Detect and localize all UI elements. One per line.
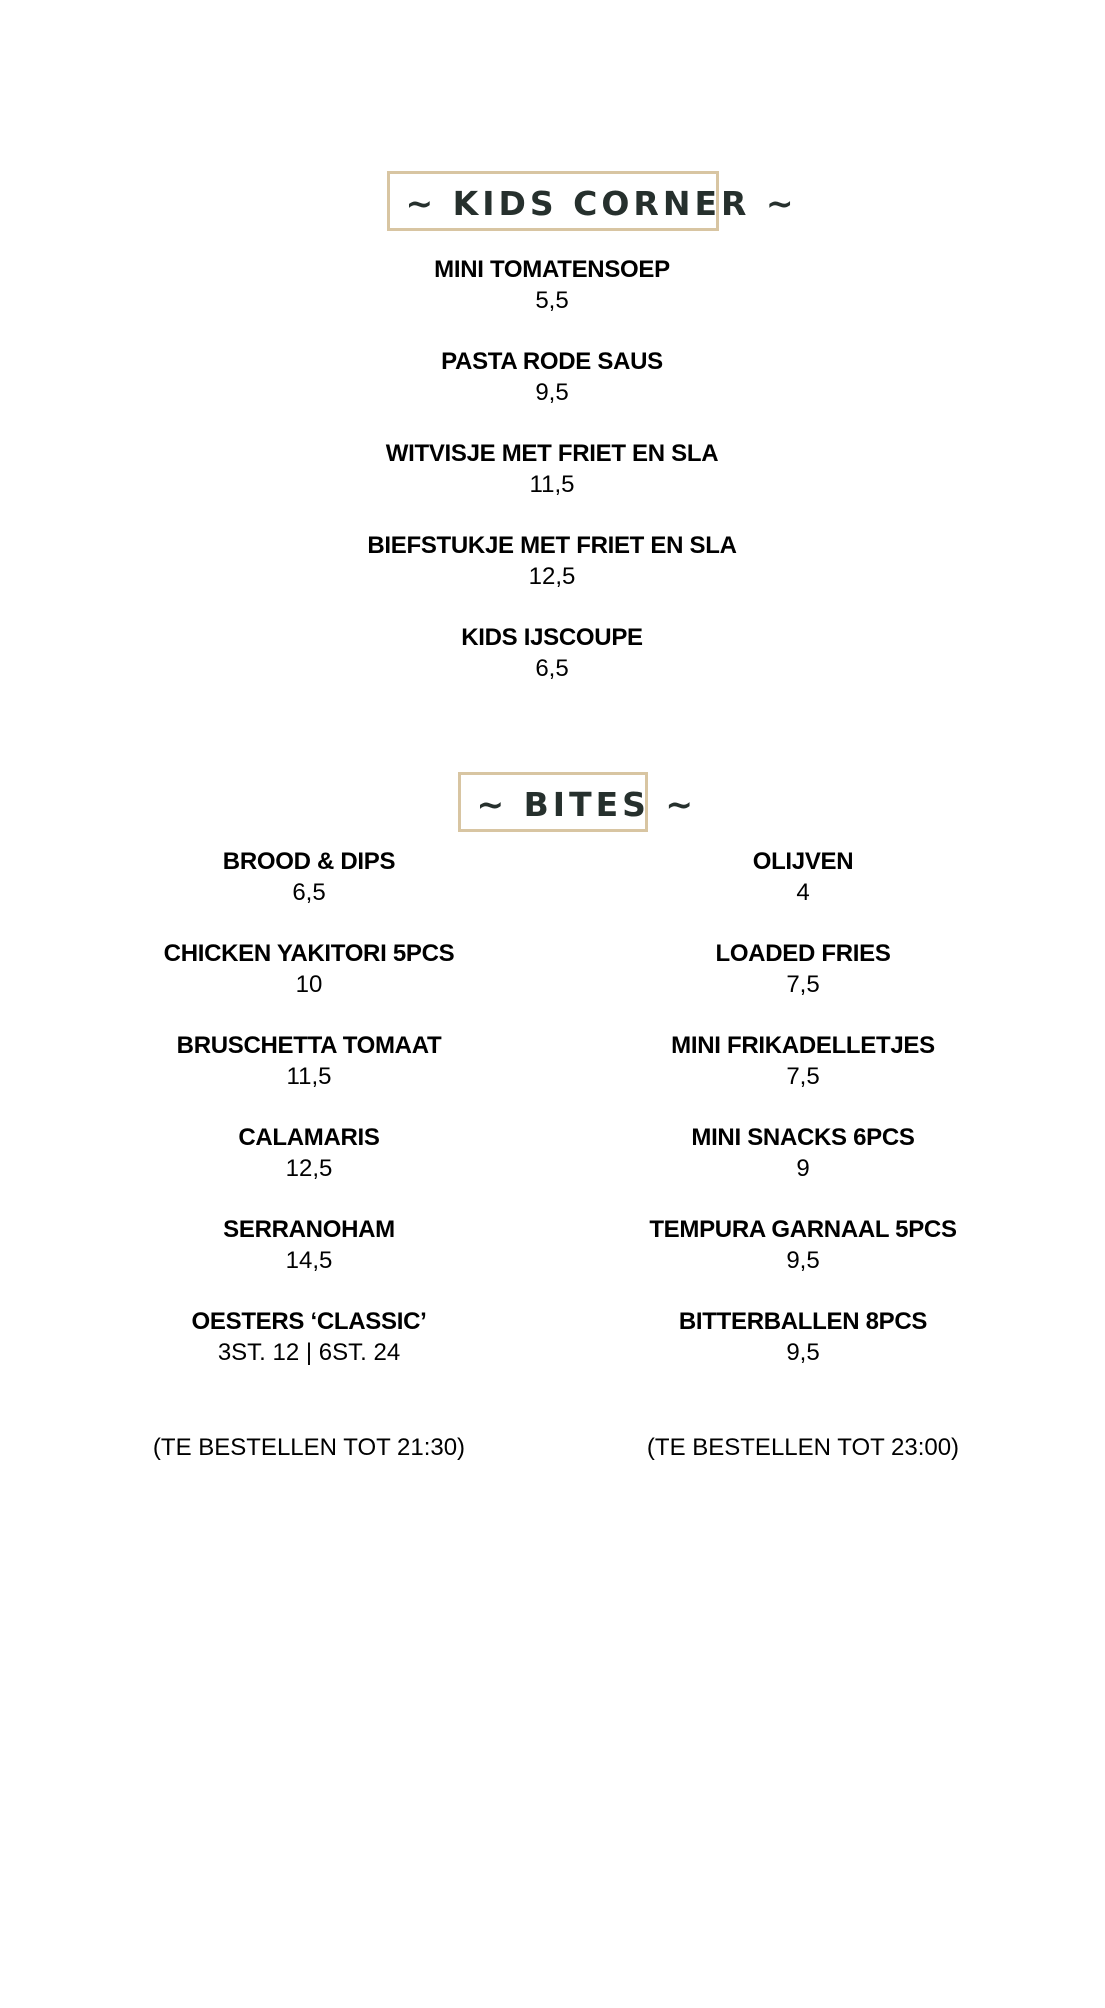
menu-item (563, 1030, 1043, 1092)
menu-item (312, 254, 792, 316)
menu-item (69, 1214, 549, 1276)
bites-title: ~ BITES ~ (458, 772, 648, 832)
menu-item-name: BROOD & DIPS (222, 848, 396, 875)
menu-item-price: 14,5 (285, 1247, 333, 1274)
menu-item (312, 622, 792, 684)
menu-item-price: 9,5 (786, 1339, 820, 1366)
menu-item (563, 1122, 1043, 1184)
menu-item-name: MINI SNACKS 6PCS (691, 1124, 915, 1151)
menu-item-name: BITTERBALLEN 8PCS (678, 1308, 928, 1335)
menu-item-name: KIDS IJSCOUPE (461, 624, 643, 651)
menu-item-name: BIEFSTUKJE MET FRIET EN SLA (367, 532, 737, 559)
menu-item-name: SERRANOHAM (223, 1216, 395, 1243)
menu-item-price: 12,5 (285, 1155, 333, 1182)
menu-item-price: 9,5 (535, 379, 569, 406)
menu-item-price: 10 (295, 971, 323, 998)
menu-item-name: LOADED FRIES (715, 940, 891, 967)
menu-item (69, 938, 549, 1000)
menu-item-price: 9 (796, 1155, 810, 1182)
menu-item-price: 4 (796, 879, 810, 906)
menu-item-name: MINI FRIKADELLETJES (671, 1032, 935, 1059)
menu-item-price: 12,5 (528, 563, 576, 590)
menu-item (69, 1122, 549, 1184)
menu-item-price: 7,5 (786, 1063, 820, 1090)
menu-item (312, 530, 792, 592)
menu-item-price: 3ST. 12 | 6ST. 24 (217, 1339, 401, 1366)
menu-item (563, 938, 1043, 1000)
menu-item-name: MINI TOMATENSOEP (434, 256, 670, 283)
menu-item (312, 346, 792, 408)
menu-item (69, 846, 549, 908)
menu-item-price: 6,5 (535, 655, 569, 682)
menu-item (563, 1214, 1043, 1276)
menu-item-price: 6,5 (292, 879, 326, 906)
menu-item-price: 9,5 (786, 1247, 820, 1274)
menu-item-name: OLIJVEN (752, 848, 854, 875)
menu-item (563, 846, 1043, 908)
kids-corner-title: ~ KIDS CORNER ~ (387, 171, 719, 231)
menu-item-name: BRUSCHETTA TOMAAT (176, 1032, 442, 1059)
menu-item-price: 11,5 (529, 471, 575, 498)
menu-item-name: WITVISJE MET FRIET EN SLA (385, 440, 719, 467)
left-order-note: (TE BESTELLEN TOT 21:30) (152, 1434, 466, 1461)
menu-item-name: CHICKEN YAKITORI 5PCS (163, 940, 455, 967)
right-order-note: (TE BESTELLEN TOT 23:00) (646, 1434, 960, 1461)
menu-item (312, 438, 792, 500)
menu-item-name: OESTERS ‘CLASSIC’ (191, 1308, 427, 1335)
menu-item-price: 5,5 (535, 287, 569, 314)
menu-item-name: PASTA RODE SAUS (441, 348, 663, 375)
menu-item (69, 1306, 549, 1368)
menu-item-name: CALAMARIS (238, 1124, 380, 1151)
menu-item (69, 1030, 549, 1092)
menu-item-price: 7,5 (786, 971, 820, 998)
menu-item (563, 1306, 1043, 1368)
menu-item-price: 11,5 (286, 1063, 332, 1090)
menu-item-name: TEMPURA GARNAAL 5PCS (649, 1216, 957, 1243)
